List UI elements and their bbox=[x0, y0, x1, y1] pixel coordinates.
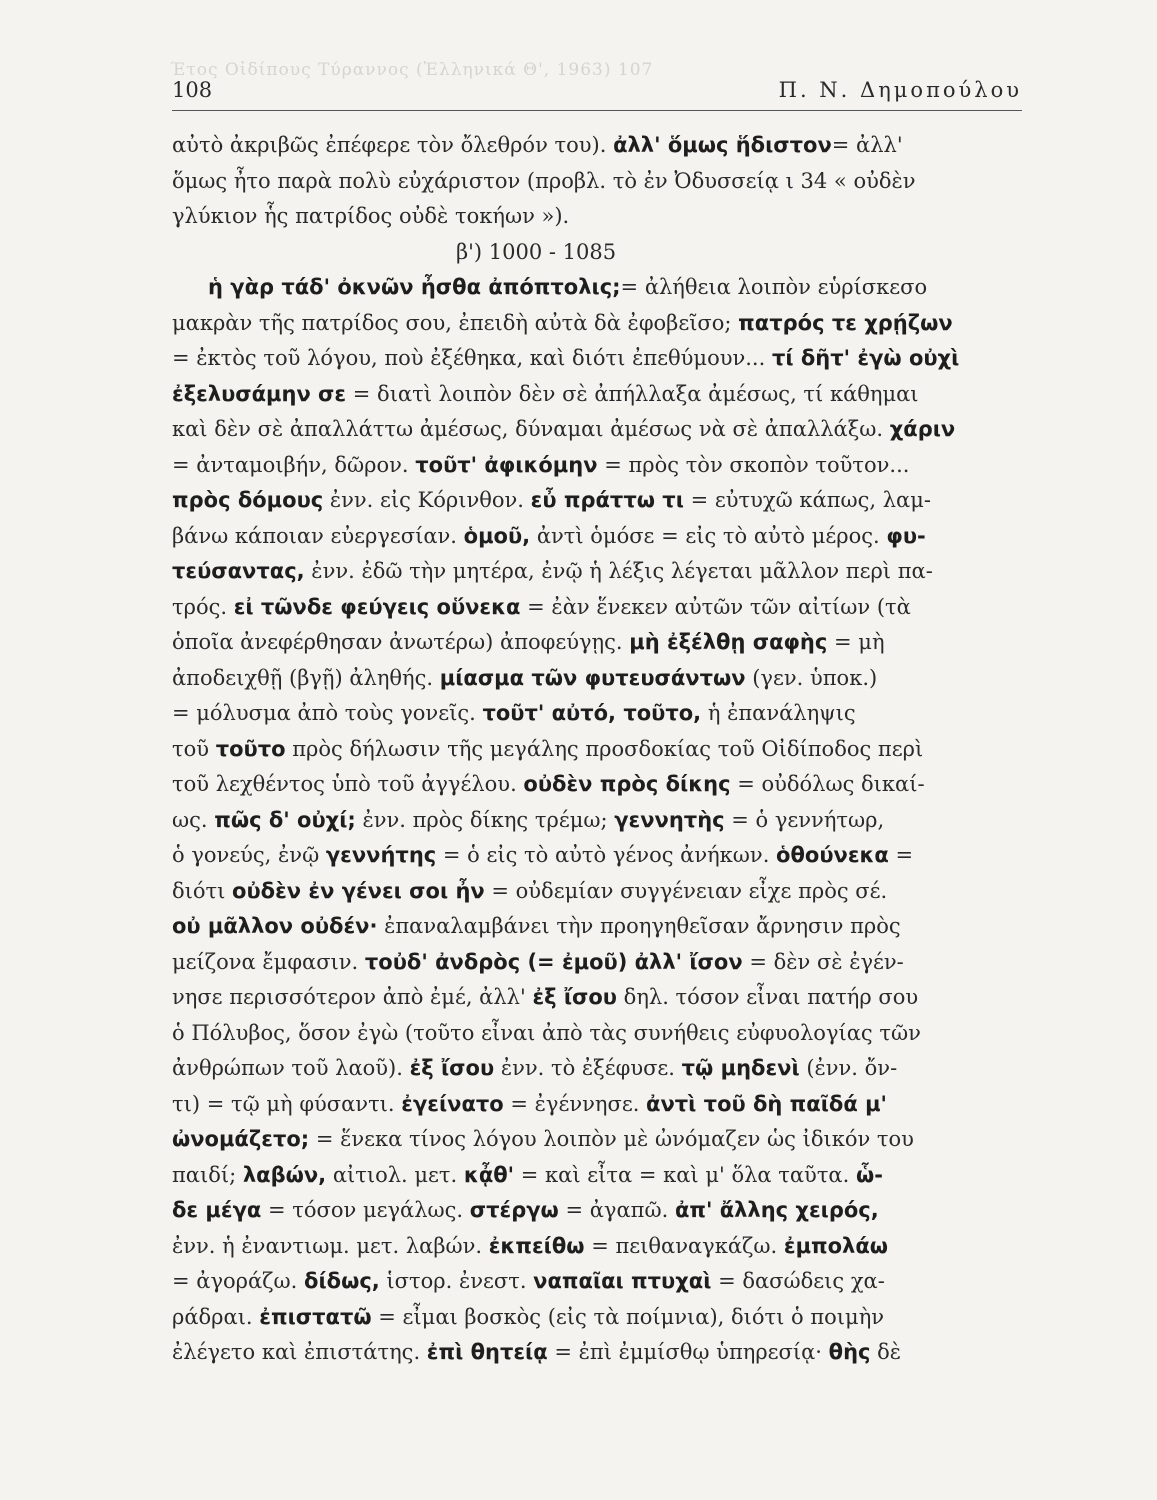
lemma-term: γεννήτης bbox=[325, 843, 437, 867]
text-line bbox=[172, 661, 1022, 697]
text-line bbox=[172, 980, 1022, 1016]
gloss-text: διότι bbox=[172, 878, 233, 903]
text-line bbox=[172, 448, 1022, 484]
gloss-text: = ἀγαπῶ. bbox=[558, 1198, 675, 1222]
text-line bbox=[172, 838, 1022, 874]
text-line bbox=[172, 306, 1022, 342]
gloss-text: = ἐὰν ἕνεκεν αὐτῶν τῶν αἰτίων (τὰ bbox=[520, 594, 911, 619]
gloss-text: βάνω κάποιαν εὐεργεσίαν. bbox=[172, 523, 464, 548]
page-header bbox=[172, 78, 1022, 111]
lemma-term: ἐξ ἴσου bbox=[409, 1056, 495, 1080]
running-head: Π. Ν. Δημοπούλου bbox=[778, 78, 1022, 102]
gloss-text: ἐνν. ἡ ἐναντιωμ. μετ. λαβών. bbox=[172, 1233, 489, 1258]
gloss-text: τοῦ bbox=[172, 736, 216, 761]
lemma-term: ἐπιστατῶ bbox=[259, 1304, 372, 1329]
lemma-term: ἀλλ' ὅμως ἥδιστον bbox=[613, 133, 832, 157]
gloss-text: ὁ Πόλυβος, ὅσον ἐγὼ (τοῦτο εἶναι ἀπὸ τὰς συνήθεις εὐφυολογίας τῶν bbox=[172, 1020, 921, 1045]
text-line bbox=[172, 554, 1022, 590]
gloss-text: ὅμως ἦτο παρὰ πολὺ εὐχάριστον (προβλ. τὸ ἐν Ὀδυσσείᾳ ι 34 « οὐδὲν bbox=[172, 168, 916, 193]
lemma-term: ἐμπολάω bbox=[783, 1233, 889, 1258]
text-line bbox=[172, 1264, 1022, 1300]
text-line bbox=[172, 1051, 1022, 1087]
lemma-term: ἐξελυσάμην σε bbox=[172, 381, 347, 406]
gloss-text: = ὁ εἰς τὸ αὐτὸ γένος ἀνήκων. bbox=[436, 843, 777, 867]
page-number: 108 bbox=[172, 78, 213, 102]
gloss-text: = ἐγέννησε. bbox=[503, 1091, 647, 1116]
gloss-text: καὶ δὲν σὲ ἀπαλλάττω ἀμέσως, δύναμαι ἀμέσως νὰ σὲ ἀπαλλάξω. bbox=[172, 417, 890, 441]
text-line bbox=[172, 696, 1022, 732]
text-line bbox=[172, 625, 1022, 661]
gloss-text: = ἀνταμοιβήν, δῶρον. bbox=[172, 452, 416, 477]
gloss-text: = πειθαναγκάζω. bbox=[584, 1233, 784, 1258]
lemma-term: πρὸς δόμους bbox=[172, 488, 324, 512]
gloss-text: δὲ bbox=[870, 1340, 902, 1364]
text-line bbox=[172, 1300, 1022, 1336]
lemma-term: τί δῆτ' ἐγὼ οὐχὶ bbox=[771, 346, 960, 370]
gloss-text: = ἕνεκα τίνος λόγου λοιπὸν μὲ ὠνόμαζεν ὡς ἰδικόν του bbox=[309, 1127, 914, 1151]
lemma-term: εἰ τῶνδε φεύγεις οὕνεκα bbox=[233, 594, 521, 619]
lemma-term: τοῦτ' ἀφικόμην bbox=[415, 452, 598, 477]
gloss-text: ἱστορ. ἐνεστ. bbox=[379, 1269, 534, 1293]
text-line bbox=[172, 412, 1022, 448]
gloss-text: = ἀλλ' bbox=[831, 133, 903, 157]
gloss-text: = bbox=[888, 843, 914, 867]
gloss-text: μείζονα ἔμφασιν. bbox=[172, 949, 365, 974]
text-line bbox=[172, 1122, 1022, 1158]
text-line bbox=[172, 803, 1022, 839]
lemma-term: ὠνομάζετο; bbox=[172, 1127, 310, 1151]
lemma-term: μίασμα τῶν φυτευσάντων bbox=[439, 665, 746, 690]
gloss-text: = εὐτυχῶ κάπως, λαμ- bbox=[683, 488, 931, 512]
gloss-text: ως. bbox=[172, 807, 215, 832]
lemma-term: λαβών, bbox=[242, 1162, 327, 1187]
gloss-text: τρός. bbox=[172, 594, 234, 619]
gloss-text: (ἐνν. ὄν- bbox=[799, 1056, 898, 1080]
lemma-term: δίδως, bbox=[304, 1269, 380, 1293]
gloss-text: ἀνθρώπων τοῦ λαοῦ). bbox=[172, 1056, 410, 1080]
gloss-text: ἀντὶ ὁμόσε = εἰς τὸ αὐτὸ μέρος. bbox=[530, 523, 887, 548]
text-line bbox=[172, 874, 1022, 910]
lemma-term: πατρός τε χρῄζων bbox=[738, 310, 953, 335]
text-line bbox=[172, 767, 1022, 803]
gloss-text: ἀποδειχθῇ (βγῇ) ἀληθής. bbox=[172, 665, 440, 690]
lemma-term: τεύσαντας, bbox=[172, 559, 305, 583]
gloss-text: = ἐπὶ ἐμμίσθῳ ὑπηρεσίᾳ· bbox=[547, 1340, 829, 1364]
gloss-text: ἐπαναλαμβάνει τὴν προηγηθεῖσαν ἄρνησιν πρὸς bbox=[377, 914, 901, 938]
text-line bbox=[172, 199, 1022, 235]
gloss-text: = εἶμαι βοσκὸς (εἰς τὰ ποίμνια), διότι ὁ ποιμὴν bbox=[371, 1304, 885, 1329]
text-line bbox=[172, 945, 1022, 981]
gloss-text: νησε περισσότερον ἀπὸ ἐμέ, ἀλλ' bbox=[172, 985, 533, 1009]
gloss-text: = δὲν σὲ ἐγέν- bbox=[742, 949, 904, 974]
gloss-text: ράδραι. bbox=[172, 1304, 260, 1329]
lemma-term: ἐγείνατο bbox=[401, 1091, 504, 1116]
lemma-term: οὐδὲν πρὸς δίκης bbox=[523, 772, 731, 796]
gloss-text: παιδί; bbox=[172, 1162, 243, 1187]
gloss-text: = οὐδεμίαν συγγένειαν εἶχε πρὸς σέ. bbox=[484, 878, 888, 903]
lemma-term: τοῦτ' αὐτό, τοῦτο, bbox=[482, 701, 702, 725]
gloss-text: αἰτιολ. μετ. bbox=[326, 1162, 464, 1187]
lemma-term: ἐκπείθω bbox=[488, 1233, 585, 1258]
gloss-text: (γεν. ὑποκ.) bbox=[745, 665, 878, 690]
gloss-text: τοῦ λεχθέντος ὑπὸ τοῦ ἀγγέλου. bbox=[172, 772, 524, 796]
gloss-text: = πρὸς τὸν σκοπὸν τοῦτον... bbox=[597, 452, 910, 477]
lemma-term: μὴ ἐξέλθῃ σαφὴς bbox=[629, 630, 828, 654]
gloss-text: = μόλυσμα ἀπὸ τοὺς γονεῖς. bbox=[172, 701, 483, 725]
lemma-term: ἡ γὰρ τάδ' ὀκνῶν ἦσθα ἀπόπτολις; bbox=[208, 275, 621, 299]
lemma-term: ὧ- bbox=[855, 1162, 883, 1187]
gloss-text: δηλ. τόσον εἶναι πατήρ σου bbox=[617, 985, 919, 1009]
lemma-term: χάριν bbox=[889, 417, 956, 441]
lemma-term: πῶς δ' οὐχί; bbox=[214, 807, 356, 832]
lemma-term: οὐ μᾶλλον οὐδέν· bbox=[172, 914, 378, 938]
text-line bbox=[172, 1158, 1022, 1194]
gloss-text: γλύκιον ἧς πατρίδος οὐδὲ τοκήων »). bbox=[172, 204, 570, 228]
gloss-text: β') 1000 - 1085 bbox=[456, 239, 617, 264]
gloss-text: = δασώδεις χα- bbox=[711, 1269, 885, 1293]
lemma-term: ὁθούνεκα bbox=[776, 843, 889, 867]
text-line bbox=[172, 270, 1022, 306]
lemma-term: γεννητὴς bbox=[614, 807, 725, 832]
lemma-term: ἀντὶ τοῦ δὴ παῖδά μ' bbox=[646, 1091, 887, 1116]
lemma-term: τῷ μηδενὶ bbox=[681, 1056, 800, 1080]
lemma-term: κᾆθ' bbox=[463, 1162, 515, 1187]
bleed-through-text: Έτος Οἰδίπους Τύραννος (Ἑλληνικά Θ', 1963) 107 bbox=[170, 60, 654, 80]
gloss-text: ἐλέγετο καὶ ἐπιστάτης. bbox=[172, 1340, 427, 1364]
gloss-text: = καὶ εἶτα = καὶ μ' ὅλα ταῦτα. bbox=[514, 1162, 856, 1187]
lemma-term: εὖ πράττω τι bbox=[530, 488, 684, 512]
text-line bbox=[172, 1229, 1022, 1265]
text-line bbox=[172, 1087, 1022, 1123]
gloss-text: ἡ ἐπανάληψις bbox=[701, 701, 856, 725]
gloss-text: αὐτὸ ἀκριβῶς ἐπέφερε τὸν ὄλεθρόν του). bbox=[172, 133, 614, 157]
gloss-text: τι) = τῷ μὴ φύσαντι. bbox=[172, 1091, 402, 1116]
text-line bbox=[172, 590, 1022, 626]
lemma-term: ὁμοῦ, bbox=[463, 523, 531, 548]
text-line bbox=[172, 377, 1022, 413]
text-line bbox=[172, 164, 1022, 200]
gloss-text: μακρὰν τῆς πατρίδος σου, ἐπειδὴ αὐτὰ δὰ ἐφοβεῖσο; bbox=[172, 310, 739, 335]
gloss-text: πρὸς δήλωσιν τῆς μεγάλης προσδοκίας τοῦ Οἰδίποδος περὶ bbox=[285, 736, 924, 761]
lemma-term: δε μέγα bbox=[172, 1198, 262, 1222]
lemma-term: θὴς bbox=[828, 1340, 871, 1364]
lemma-term: ἐξ ἴσου bbox=[532, 985, 617, 1009]
section-heading bbox=[172, 235, 1022, 271]
text-line bbox=[172, 483, 1022, 519]
gloss-text: = τόσον μεγάλως. bbox=[261, 1198, 470, 1222]
gloss-text: ὁ γονεύς, ἐνῷ bbox=[172, 843, 326, 867]
lemma-term: φυ- bbox=[886, 523, 926, 548]
body-text bbox=[172, 128, 1022, 1371]
gloss-text: = ὁ γεννήτωρ, bbox=[724, 807, 885, 832]
gloss-text: ὁποῖα ἀνεφέρθησαν ἀνωτέρω) ἀποφεύγῃς. bbox=[172, 630, 630, 654]
lemma-term: στέργω bbox=[469, 1198, 559, 1222]
text-line bbox=[172, 341, 1022, 377]
gloss-text: = οὐδόλως δικαί- bbox=[730, 772, 925, 796]
gloss-text: = ἀλήθεια λοιπὸν εὑρίσκεσο bbox=[620, 275, 928, 299]
lemma-term: ναπαῖαι πτυχαὶ bbox=[533, 1269, 712, 1293]
gloss-text: ἐνν. πρὸς δίκης τρέμω; bbox=[355, 807, 615, 832]
lemma-term: ἐπὶ θητείᾳ bbox=[426, 1340, 548, 1364]
text-line bbox=[172, 909, 1022, 945]
text-line bbox=[172, 519, 1022, 555]
gloss-text: = μὴ bbox=[827, 630, 885, 654]
text-line bbox=[172, 732, 1022, 768]
text-line bbox=[172, 128, 1022, 164]
lemma-term: τοῦτο bbox=[215, 736, 286, 761]
gloss-text: = διατὶ λοιπὸν δὲν σὲ ἀπήλλαξα ἀμέσως, τί κάθημαι bbox=[346, 381, 919, 406]
gloss-text: ἐνν. τὸ ἐξέφυσε. bbox=[494, 1056, 682, 1080]
text-line bbox=[172, 1193, 1022, 1229]
gloss-text: = ἀγοράζω. bbox=[172, 1269, 305, 1293]
lemma-term: ἀπ' ἄλλης χειρός, bbox=[674, 1198, 879, 1222]
gloss-text: = ἐκτὸς τοῦ λόγου, ποὺ ἐξέθηκα, καὶ διότι ἐπεθύμουν... bbox=[172, 346, 772, 370]
lemma-term: τοὐδ' ἀνδρὸς (= ἐμοῦ) ἀλλ' ἴσον bbox=[364, 949, 743, 974]
text-line bbox=[172, 1016, 1022, 1052]
gloss-text: ἐνν. ἐδῶ τὴν μητέρα, ἐνῷ ἡ λέξις λέγεται μᾶλλον περὶ πα- bbox=[304, 559, 933, 583]
lemma-term: οὐδὲν ἐν γένει σοι ἦν bbox=[232, 878, 485, 903]
text-line bbox=[172, 1335, 1022, 1371]
gloss-text: ἐνν. εἰς Κόρινθον. bbox=[323, 488, 531, 512]
